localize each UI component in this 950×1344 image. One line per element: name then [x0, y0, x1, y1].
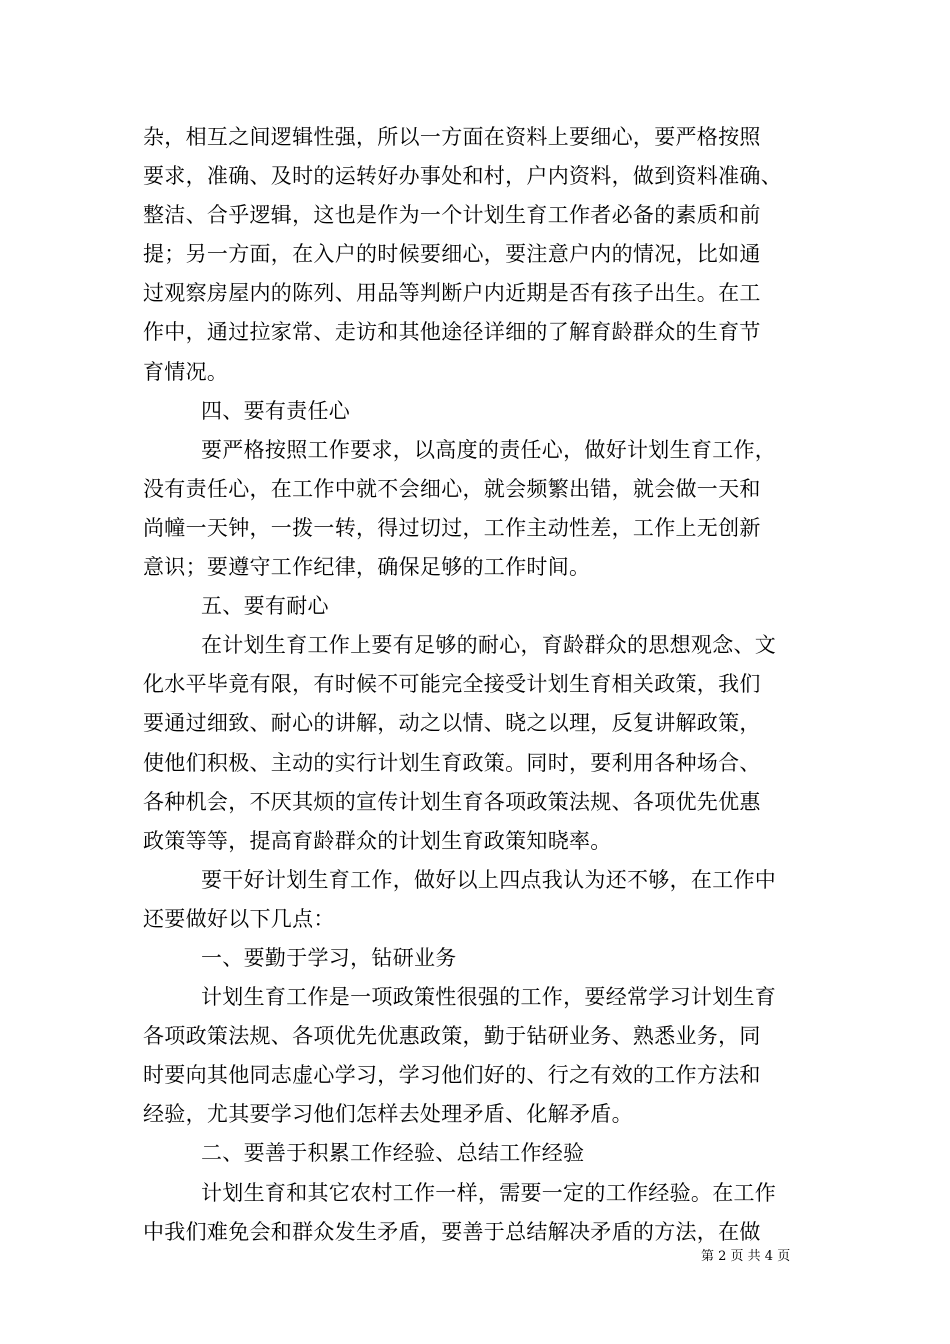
text-line: 二、要善于积累工作经验、总结工作经验 — [201, 1141, 585, 1166]
page-number-footer: 第 2 页 共 4 页 — [701, 1249, 791, 1264]
text-line: 各种机会，不厌其烦的宣传计划生育各项政策法规、各项优先优惠 — [143, 789, 761, 814]
body-text — [143, 118, 809, 1252]
text-line: 化水平毕竟有限，有时候不可能完全接受计划生育相关政策，我们 — [143, 672, 761, 697]
text-line: 杂，相互之间逻辑性强，所以一方面在资料上要细心，要严格按照 — [143, 125, 761, 149]
text-line: 整洁、合乎逻辑，这也是作为一个计划生育工作者必备的素质和前 — [143, 203, 761, 228]
text-line: 过观察房屋内的陈列、用品等判断户内近期是否有孩子出生。在工 — [143, 281, 761, 306]
text-line: 要严格按照工作要求，以高度的责任心，做好计划生育工作， — [201, 437, 777, 462]
text-line: 各项政策法规、各项优先优惠政策，勤于钻研业务、熟悉业务，同 — [143, 1024, 761, 1049]
text-line: 计划生育工作是一项政策性很强的工作，要经常学习计划生育 — [201, 985, 777, 1010]
text-line: 要通过细致、耐心的讲解，动之以情、晓之以理，反复讲解政策， — [143, 711, 761, 736]
text-line: 还要做好以下几点： — [143, 906, 335, 931]
text-line: 在计划生育工作上要有足够的耐心，育龄群众的思想观念、文 — [201, 633, 777, 658]
text-line: 中我们难免会和群众发生矛盾，要善于总结解决矛盾的方法，在做 — [143, 1219, 761, 1244]
text-line: 提；另一方面，在入户的时候要细心，要注意户内的情况，比如通 — [143, 242, 761, 267]
text-line: 经验，尤其要学习他们怎样去处理矛盾、化解矛盾。 — [143, 1102, 633, 1127]
text-line: 一、要勤于学习，钻研业务 — [201, 945, 457, 970]
text-line: 使他们积极、主动的实行计划生育政策。同时，要利用各种场合、 — [143, 750, 761, 775]
text-line: 政策等等，提高育龄群众的计划生育政策知晓率。 — [143, 828, 612, 853]
text-line: 要求，准确、及时的运转好办事处和村，户内资料，做到资料准确、 — [143, 164, 782, 189]
text-line: 四、要有责任心 — [201, 398, 351, 423]
text-line: 育情况。 — [143, 359, 229, 384]
text-line: 要干好计划生育工作，做好以上四点我认为还不够，在工作中 — [201, 867, 777, 892]
text-line: 计划生育和其它农村工作一样，需要一定的工作经验。在工作 — [201, 1180, 777, 1205]
text-line: 尚幢一天钟，一拨一转，得过切过，工作主动性差，工作上无创新 — [143, 515, 761, 540]
text-line: 意识；要遵守工作纪律，确保足够的工作时间。 — [143, 555, 591, 580]
text-line: 作中，通过拉家常、走访和其他途径详细的了解育龄群众的生育节 — [143, 320, 761, 345]
text-line: 五、要有耐心 — [201, 594, 329, 619]
text-line: 时要向其他同志虚心学习，学习他们好的、行之有效的工作方法和 — [143, 1063, 761, 1088]
text-line: 没有责任心，在工作中就不会细心，就会频繁出错，就会做一天和 — [143, 476, 761, 501]
